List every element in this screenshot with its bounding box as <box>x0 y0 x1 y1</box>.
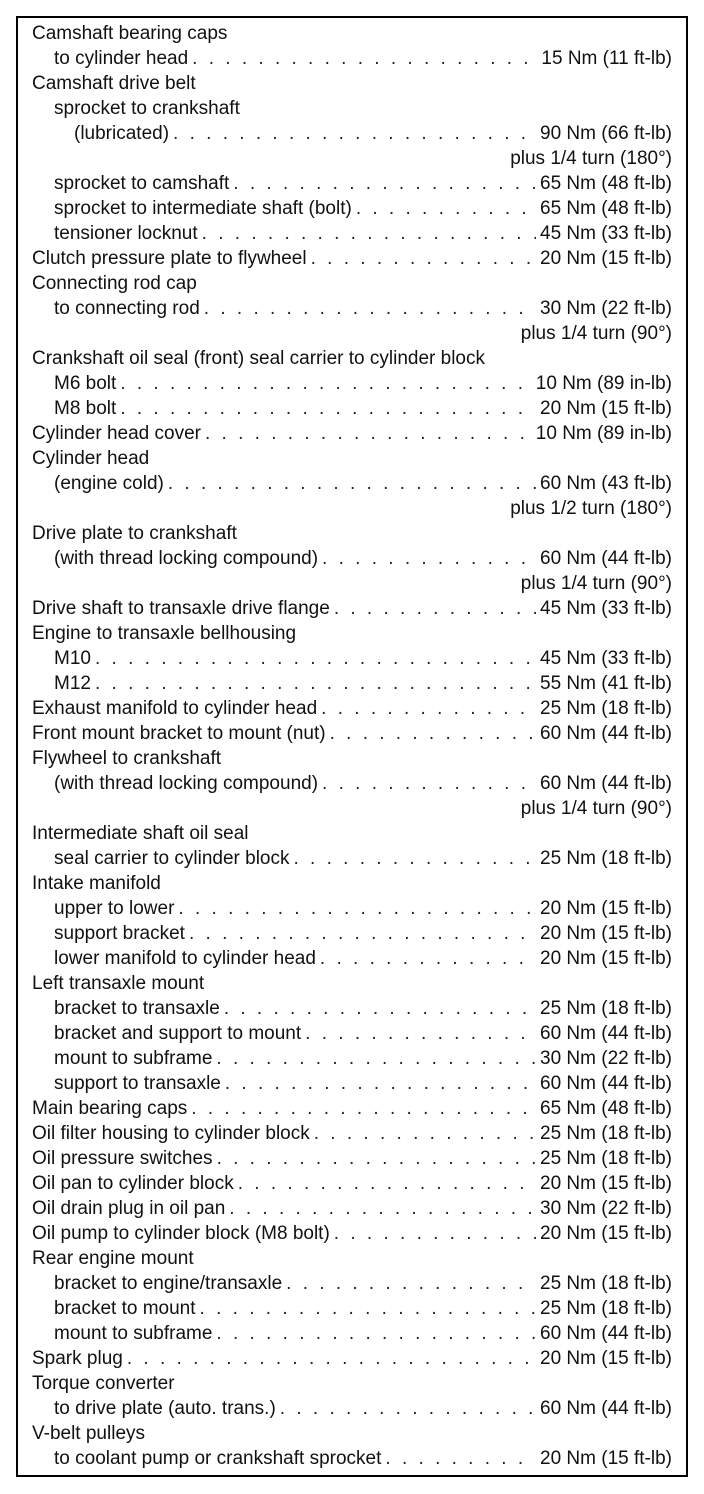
spec-value: 90 Nm (66 ft-lb) <box>540 123 672 144</box>
spec-value: 45 Nm (33 ft-lb) <box>540 598 672 619</box>
dot-leader <box>229 1196 536 1221</box>
spec-row <box>32 996 672 1021</box>
spec-label: sprocket to camshaft <box>54 173 230 194</box>
spec-label: M12 <box>54 673 91 694</box>
dot-leader <box>322 771 536 796</box>
spec-row <box>32 1271 672 1296</box>
spec-row <box>32 896 672 921</box>
dot-leader <box>120 371 531 396</box>
spec-row <box>32 1171 672 1196</box>
dot-leader <box>95 671 536 696</box>
spec-value: 10 Nm (89 in-lb) <box>535 373 672 394</box>
spec-value: 20 Nm (15 ft-lb) <box>540 923 672 944</box>
spec-label: M6 bolt <box>54 373 117 394</box>
spec-row <box>32 1221 672 1246</box>
spec-value: 20 Nm (15 ft-lb) <box>540 1173 672 1194</box>
spec-label: Camshaft drive belt <box>32 73 196 94</box>
dot-leader <box>330 721 536 746</box>
dot-leader <box>120 396 536 421</box>
spec-note-row <box>32 321 672 346</box>
spec-label: bracket to mount <box>54 1298 196 1319</box>
spec-label: V-belt pulleys <box>32 1423 146 1444</box>
dot-leader <box>205 421 532 446</box>
spec-heading-row <box>32 1246 672 1271</box>
spec-heading-row <box>32 21 672 46</box>
dot-leader <box>202 221 536 246</box>
spec-row <box>32 596 672 621</box>
spec-value: 45 Nm (33 ft-lb) <box>540 648 672 669</box>
dot-leader <box>286 1271 536 1296</box>
spec-row <box>32 1396 672 1421</box>
spec-row <box>32 546 672 571</box>
spec-label: sprocket to intermediate shaft (bolt) <box>54 198 352 219</box>
spec-row <box>32 846 672 871</box>
spec-row <box>32 471 672 496</box>
spec-label: Torque converter <box>32 1373 175 1394</box>
spec-row <box>32 921 672 946</box>
spec-value: 25 Nm (18 ft-lb) <box>540 1298 672 1319</box>
spec-heading-row <box>32 1421 672 1446</box>
dot-leader <box>217 1146 536 1171</box>
spec-value: 65 Nm (48 ft-lb) <box>540 1098 672 1119</box>
spec-row <box>32 1446 672 1471</box>
spec-label: Intake manifold <box>32 873 161 894</box>
spec-label: (lubricated) <box>74 123 170 144</box>
spec-row <box>32 1071 672 1096</box>
dot-leader <box>320 946 536 971</box>
spec-row <box>32 1196 672 1221</box>
dot-leader <box>280 1396 536 1421</box>
spec-label: Oil drain plug in oil pan <box>32 1198 226 1219</box>
spec-label: to coolant pump or crankshaft sprocket <box>54 1448 382 1469</box>
spec-row <box>32 246 672 271</box>
spec-value: 25 Nm (18 ft-lb) <box>540 698 672 719</box>
spec-value: 65 Nm (48 ft-lb) <box>540 198 672 219</box>
spec-value: 20 Nm (15 ft-lb) <box>540 948 672 969</box>
spec-label: Rear engine mount <box>32 1248 194 1269</box>
spec-row <box>32 646 672 671</box>
dot-leader <box>334 1221 536 1246</box>
spec-row <box>32 221 672 246</box>
dot-leader <box>314 1121 536 1146</box>
dot-leader <box>321 696 536 721</box>
torque-spec-table <box>16 16 688 1477</box>
spec-label: Drive plate to crankshaft <box>32 523 237 544</box>
spec-row <box>32 721 672 746</box>
dot-leader <box>225 1071 536 1096</box>
dot-leader <box>293 846 536 871</box>
spec-heading-row <box>32 271 672 296</box>
spec-value: 60 Nm (44 ft-lb) <box>540 1398 672 1419</box>
spec-label: Drive shaft to transaxle drive flange <box>32 598 330 619</box>
dot-leader <box>224 996 536 1021</box>
spec-note: plus 1/4 turn (180°) <box>510 148 672 169</box>
spec-label: Main bearing caps <box>32 1098 188 1119</box>
spec-label: sprocket to crankshaft <box>54 98 240 119</box>
spec-label: upper to lower <box>54 898 175 919</box>
spec-row <box>32 196 672 221</box>
spec-label: Connecting rod cap <box>32 273 197 294</box>
dot-leader <box>238 1171 536 1196</box>
spec-value: 60 Nm (44 ft-lb) <box>540 773 672 794</box>
spec-value: 25 Nm (18 ft-lb) <box>540 1273 672 1294</box>
spec-row <box>32 421 672 446</box>
dot-leader <box>173 121 536 146</box>
dot-leader <box>168 471 536 496</box>
spec-label: Front mount bracket to mount (nut) <box>32 723 326 744</box>
spec-label: M8 bolt <box>54 398 117 419</box>
spec-note: plus 1/4 turn (90°) <box>520 798 672 819</box>
dot-leader <box>385 1446 536 1471</box>
spec-value: 15 Nm (11 ft-lb) <box>541 48 672 69</box>
spec-label: Oil pan to cylinder block <box>32 1173 234 1194</box>
spec-note: plus 1/4 turn (90°) <box>520 323 672 344</box>
spec-value: 30 Nm (22 ft-lb) <box>540 298 672 319</box>
spec-note-row <box>32 496 672 521</box>
spec-heading-row <box>32 971 672 996</box>
spec-label: bracket to transaxle <box>54 998 220 1019</box>
spec-value: 60 Nm (44 ft-lb) <box>540 1323 672 1344</box>
spec-row <box>32 1321 672 1346</box>
dot-leader <box>305 1021 536 1046</box>
spec-value: 25 Nm (18 ft-lb) <box>540 848 672 869</box>
dot-leader <box>200 1296 536 1321</box>
spec-row <box>32 696 672 721</box>
spec-label: (engine cold) <box>54 473 164 494</box>
spec-row <box>32 1346 672 1371</box>
spec-value: 60 Nm (44 ft-lb) <box>540 1073 672 1094</box>
spec-row <box>32 121 672 146</box>
spec-label: Cylinder head cover <box>32 423 201 444</box>
spec-row <box>32 946 672 971</box>
spec-label: to cylinder head <box>54 48 189 69</box>
spec-rows <box>32 21 672 1471</box>
spec-row <box>32 1046 672 1071</box>
spec-heading-row <box>32 821 672 846</box>
spec-value: 10 Nm (89 in-lb) <box>535 423 672 444</box>
spec-label: to drive plate (auto. trans.) <box>54 1398 276 1419</box>
spec-label: tensioner locknut <box>54 223 198 244</box>
spec-value: 60 Nm (44 ft-lb) <box>540 548 672 569</box>
spec-label: (with thread locking compound) <box>54 548 319 569</box>
spec-note-row <box>32 146 672 171</box>
spec-row <box>32 771 672 796</box>
spec-row <box>32 1021 672 1046</box>
spec-label: Oil filter housing to cylinder block <box>32 1123 310 1144</box>
spec-row <box>32 1296 672 1321</box>
dot-leader <box>233 171 536 196</box>
spec-label: seal carrier to cylinder block <box>54 848 290 869</box>
spec-label: mount to subframe <box>54 1323 213 1344</box>
spec-value: 20 Nm (15 ft-lb) <box>540 1223 672 1244</box>
spec-label: support to transaxle <box>54 1073 221 1094</box>
spec-row <box>32 46 672 71</box>
dot-leader <box>189 921 536 946</box>
spec-value: 30 Nm (22 ft-lb) <box>540 1198 672 1219</box>
spec-value: 30 Nm (22 ft-lb) <box>540 1048 672 1069</box>
spec-heading-row <box>32 621 672 646</box>
spec-value: 60 Nm (44 ft-lb) <box>540 723 672 744</box>
spec-row <box>32 296 672 321</box>
dot-leader <box>216 1046 536 1071</box>
spec-value: 25 Nm (18 ft-lb) <box>540 998 672 1019</box>
dot-leader <box>334 596 536 621</box>
spec-label: Engine to transaxle bellhousing <box>32 623 297 644</box>
spec-value: 20 Nm (15 ft-lb) <box>540 1348 672 1369</box>
spec-value: 60 Nm (43 ft-lb) <box>540 473 672 494</box>
spec-label: to connecting rod <box>54 298 200 319</box>
spec-note: plus 1/2 turn (180°) <box>510 498 672 519</box>
spec-label: (with thread locking compound) <box>54 773 319 794</box>
spec-label: Intermediate shaft oil seal <box>32 823 249 844</box>
dot-leader <box>356 196 536 221</box>
spec-value: 20 Nm (15 ft-lb) <box>540 898 672 919</box>
spec-label: Crankshaft oil seal (front) seal carrier to cylinder block <box>32 348 486 369</box>
spec-value: 60 Nm (44 ft-lb) <box>540 1023 672 1044</box>
spec-label: Clutch pressure plate to flywheel <box>32 248 307 269</box>
spec-label: Cylinder head <box>32 448 150 469</box>
spec-row <box>32 1121 672 1146</box>
spec-value: 20 Nm (15 ft-lb) <box>540 398 672 419</box>
spec-value: 65 Nm (48 ft-lb) <box>540 173 672 194</box>
spec-row <box>32 1146 672 1171</box>
dot-leader <box>192 46 537 71</box>
spec-label: Oil pressure switches <box>32 1148 213 1169</box>
spec-row <box>32 371 672 396</box>
spec-row <box>32 396 672 421</box>
spec-heading-row <box>32 446 672 471</box>
dot-leader <box>311 246 536 271</box>
spec-label: mount to subframe <box>54 1048 213 1069</box>
spec-value: 20 Nm (15 ft-lb) <box>540 248 672 269</box>
spec-note-row <box>32 796 672 821</box>
dot-leader <box>191 1096 536 1121</box>
spec-heading-row <box>32 746 672 771</box>
spec-label: support bracket <box>54 923 185 944</box>
spec-label: bracket to engine/transaxle <box>54 1273 283 1294</box>
spec-label: Oil pump to cylinder block (M8 bolt) <box>32 1223 330 1244</box>
dot-leader <box>322 546 536 571</box>
spec-heading-row <box>32 346 672 371</box>
dot-leader <box>216 1321 536 1346</box>
spec-label: Exhaust manifold to cylinder head <box>32 698 318 719</box>
spec-value: 20 Nm (15 ft-lb) <box>540 1448 672 1469</box>
spec-label: bracket and support to mount <box>54 1023 302 1044</box>
dot-leader <box>127 1346 536 1371</box>
spec-heading-row <box>32 871 672 896</box>
spec-row <box>32 171 672 196</box>
spec-note-row <box>32 571 672 596</box>
spec-row <box>32 1096 672 1121</box>
spec-heading-row <box>32 96 672 121</box>
spec-label: Left transaxle mount <box>32 973 205 994</box>
spec-label: Spark plug <box>32 1348 123 1369</box>
spec-row <box>32 671 672 696</box>
spec-value: 55 Nm (41 ft-lb) <box>540 673 672 694</box>
dot-leader <box>178 896 536 921</box>
dot-leader <box>204 296 536 321</box>
spec-value: 25 Nm (18 ft-lb) <box>540 1123 672 1144</box>
spec-label: lower manifold to cylinder head <box>54 948 316 969</box>
dot-leader <box>95 646 536 671</box>
spec-label: Camshaft bearing caps <box>32 23 228 44</box>
spec-label: Flywheel to crankshaft <box>32 748 222 769</box>
spec-heading-row <box>32 1371 672 1396</box>
spec-label: M10 <box>54 648 91 669</box>
spec-value: 45 Nm (33 ft-lb) <box>540 223 672 244</box>
spec-value: 25 Nm (18 ft-lb) <box>540 1148 672 1169</box>
spec-heading-row <box>32 71 672 96</box>
spec-note: plus 1/4 turn (90°) <box>520 573 672 594</box>
spec-heading-row <box>32 521 672 546</box>
